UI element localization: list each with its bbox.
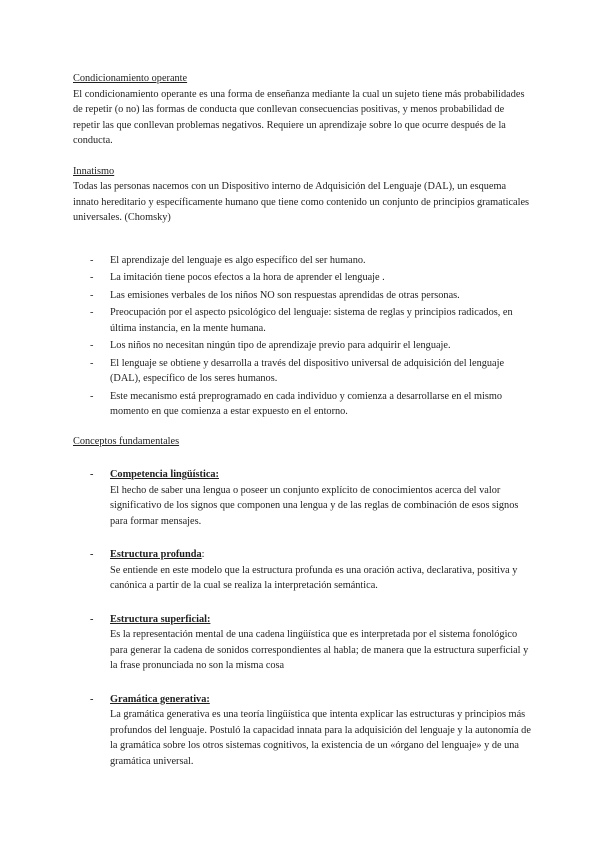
- dash-bullet: -: [90, 307, 94, 318]
- concept-body: Se entiende en este modelo que la estructura profunda es una oración activa, declarativa, positiva y canónica a partir de la cual se realiza la interpretación semántica.: [110, 564, 518, 591]
- section-innatismo: [73, 164, 533, 226]
- concept-body: Es la representación mental de una cadena lingüística que es interpretada por el sistema fonológico para generar la cadena de sonidos correspondientes al habla; de manera que la estructura superficial y la frase pronunciada no son la misma cosa: [110, 629, 529, 671]
- concept-estructura-profunda: [73, 547, 533, 594]
- dash-bullet: -: [90, 390, 94, 402]
- dash-bullet: -: [90, 357, 94, 369]
- list-item: - El aprendizaje del lenguaje es algo específico del ser humano.: [73, 253, 533, 269]
- innatismo-bullet-list: [73, 253, 533, 420]
- list-item: - Este mecanismo está preprogramado en cada individuo y comienza a desarrollarse en el mismo momento en que comienza a estar expuesto en el entorno.: [90, 390, 502, 417]
- dash-bullet: -: [90, 272, 94, 283]
- dash-bullet: -: [90, 340, 94, 351]
- dash-bullet: -: [90, 549, 94, 560]
- concept-term: Estructura superficial:: [110, 613, 211, 625]
- concept-estructura-superficial: [73, 612, 533, 674]
- heading-conceptos: Conceptos fundamentales: [73, 435, 180, 447]
- concept-body: El hecho de saber una lengua o poseer un conjunto explícito de conocimientos acerca del valor significativo de los signos que componen una lengua y de las reglas de combinación de esos signos para formar mensajes.: [110, 484, 519, 527]
- concept-gramatica-generativa: [73, 692, 533, 770]
- list-item: - Preocupación por el aspecto psicológico del lenguaje: sistema de reglas y principios radicados, en última instancia, en la mente humana.: [90, 307, 513, 334]
- concept-term: Gramática generativa:: [110, 693, 210, 705]
- list-item: - Las emisiones verbales de los niños NO son respuestas aprendidas de otras personas.: [73, 288, 533, 304]
- list-item: - El lenguaje se obtiene y desarrolla a través del dispositivo universal de adquisición del lenguaje (DAL), específico de los seres humanos.: [90, 357, 505, 384]
- concept-term: Competencia lingüística:: [110, 469, 219, 480]
- dash-bullet: -: [90, 469, 94, 480]
- concept-term-suffix: :: [201, 549, 205, 560]
- list-item: - La imitación tiene pocos efectos a la hora de aprender el lenguaje .: [73, 270, 533, 286]
- concept-competencia: [73, 467, 533, 529]
- heading-condicionamiento: Condicionamiento operante: [73, 73, 188, 84]
- dash-bullet: -: [90, 289, 94, 301]
- paragraph-innatismo: Todas las personas nacemos con un Dispositivo interno de Adquisición del Lenguaje (DAL), un esquema innato hereditario y específicamente humano que tiene como contenido un conjunto de principios gramaticales universales. (Chomsky): [73, 181, 530, 223]
- dash-bullet: -: [90, 613, 94, 625]
- dash-bullet: -: [90, 693, 94, 705]
- dash-bullet: -: [90, 254, 94, 266]
- concept-term: Estructura profunda: [110, 549, 202, 560]
- section-condicionamiento: [73, 71, 533, 149]
- document-page: [73, 71, 533, 787]
- paragraph-condicionamiento: El condicionamiento operante es una forma de enseñanza mediante la cual un sujeto tiene más probabilidades de repetir (o no) las formas de conducta que conllevan consecuencias positivas, y menos probabilidad de repetir las que conllevan problemas negativos. Requiere un aprendizaje sobre lo que ocurre después de la conducta.: [73, 88, 525, 146]
- list-item: - Los niños no necesitan ningún tipo de aprendizaje previo para adquirir el lenguaje.: [73, 338, 533, 354]
- concept-body: La gramática generativa es una teoría lingüística que intenta explicar las estructuras y principios más profundos del lenguaje. Postuló la capacidad innata para la adquisición del lenguaje y la autonomía de la gramática sobre los otros sistemas cognitivos, la existencia de un «órgano del lenguaje» y de una gramática universal.: [110, 709, 531, 767]
- heading-innatismo: Innatismo: [73, 165, 115, 177]
